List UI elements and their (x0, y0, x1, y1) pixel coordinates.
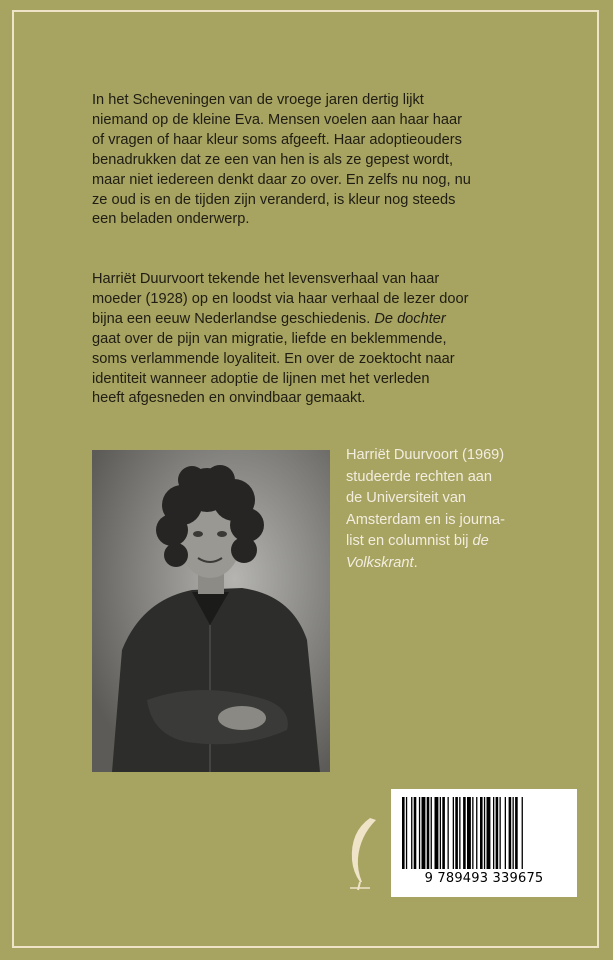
blurb-line: gaat over de pijn van migratie, liefde en beklemmende, (92, 330, 447, 347)
book-title: De dochter (374, 310, 446, 327)
barcode-bar (411, 797, 412, 869)
blurb-line: benadrukken dat ze een van hen is als ze gepest wordt, (92, 151, 454, 168)
barcode-bar (455, 797, 458, 869)
blurb-text: bijna een eeuw Nederlandse geschiedenis. (92, 310, 371, 327)
barcode-bar (484, 797, 485, 869)
barcode-bar (459, 797, 460, 869)
barcode-bar (496, 797, 499, 869)
newspaper-name: Volkskrant (346, 554, 414, 571)
newspaper-name: de (472, 533, 489, 550)
barcode-bars (400, 797, 568, 869)
barcode-bar (453, 797, 454, 869)
barcode-bar (505, 797, 506, 869)
bio-line (346, 531, 556, 553)
barcode-bar (406, 797, 407, 869)
barcode-bar (431, 797, 432, 869)
barcode-bar (480, 797, 483, 869)
blurb-paragraph-1 (92, 91, 537, 230)
bio-line: Amsterdam en is journa- (346, 511, 505, 528)
barcode-bar (509, 797, 512, 869)
barcode (391, 789, 577, 897)
bio-line: Harriët Duurvoort (1969) (346, 447, 505, 463)
blurb-line: Harriët Duurvoort tekende het levensverhaal van haar (92, 271, 440, 287)
bio-text: list en columnist bij (346, 533, 469, 550)
isbn-number: 9 789493 339675 (424, 871, 544, 886)
blurb-line: ze oud is en de tijden zijn veranderd, is kleur nog steeds (92, 191, 456, 208)
blurb-line: niemand op de kleine Eva. Mensen voelen aan haar haar (92, 111, 462, 128)
barcode-bar (414, 797, 417, 869)
barcode-bar (500, 797, 501, 869)
author-bio (346, 445, 556, 575)
bio-text: . (413, 554, 418, 571)
barcode-bar (522, 797, 523, 869)
blurb-line: een beladen onderwerp. (92, 211, 250, 228)
blurb-line: heeft afgesneden en onvindbaar gemaakt. (92, 390, 366, 407)
blurb-line (92, 310, 537, 330)
barcode-bar (435, 797, 439, 869)
barcode-bar (463, 797, 466, 869)
barcode-bar (493, 797, 494, 869)
blurb-line: of vragen of haar kleur soms afgeeft. Haar adoptieouders (92, 131, 462, 148)
bio-line: studeerde rechten aan (346, 468, 493, 485)
blurb-line: identiteit wanneer adoptie de lijnen met het verleden (92, 370, 430, 387)
barcode-bar (422, 797, 426, 869)
barcode-bar (467, 797, 471, 869)
author-photo-illustration (92, 450, 330, 772)
bio-line: de Universiteit van (346, 490, 467, 507)
barcode-bar (513, 797, 514, 869)
quill-logo-icon (340, 812, 380, 892)
bio-line (346, 553, 556, 575)
barcode-bar (515, 797, 518, 869)
blurb-line: moeder (1928) op en loodst via haar verhaal de lezer door (92, 290, 469, 307)
blurb-line: soms verlammende loyaliteit. En over de zoektocht naar (92, 350, 455, 367)
barcode-bar (472, 797, 473, 869)
barcode-bar (402, 797, 405, 869)
blurb-paragraph-2 (92, 270, 537, 409)
barcode-bar (442, 797, 445, 869)
barcode-bar (440, 797, 441, 869)
barcode-bar (419, 797, 420, 869)
barcode-bar (427, 797, 430, 869)
blurb-line: maar niet iedereen denkt daar zo over. En zelfs nu nog, nu (92, 171, 471, 188)
barcode-bar (487, 797, 491, 869)
barcode-bar (448, 797, 449, 869)
barcode-bar (476, 797, 477, 869)
blurb-line: In het Scheveningen van de vroege jaren dertig lijkt (92, 92, 424, 108)
author-photo (92, 450, 330, 772)
